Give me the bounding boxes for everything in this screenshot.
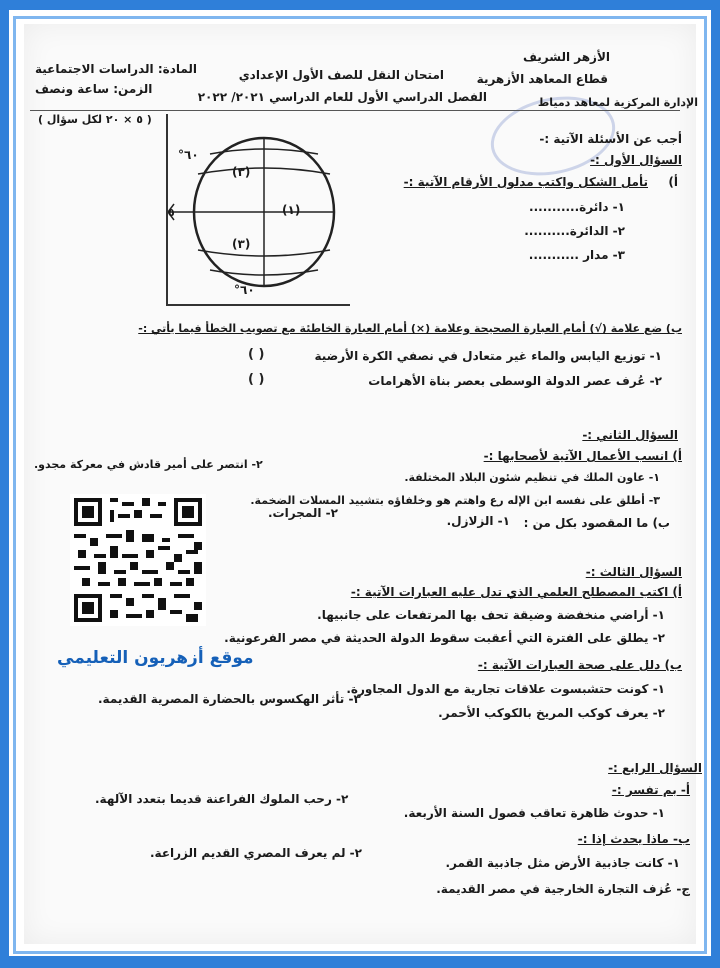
q4-title: السؤال الرابع :- [608, 761, 702, 775]
header-left-line1: المادة: الدراسات الاجتماعية [35, 62, 198, 76]
q2-a-text: أ) انسب الأعمال الآتية لأصحابها :- [483, 449, 682, 463]
qr-code-svg [70, 494, 206, 626]
q1-b-answer-1[interactable]: ( ) [248, 347, 265, 362]
q2-a-item-1: ١- عاون الملك في تنظيم شئون البلاد المختلفة. [404, 471, 660, 484]
q3-a-item-1: ١- أراضي منخفضة وضيقة تحف بها المرتفعات على جانبيها. [317, 608, 665, 622]
q1-b-item-2: ٢- عُرف عصر الدولة الوسطى بعصر بناة الأهرامات [368, 374, 662, 388]
q3-b-item-2: ٢- يعرف كوكب المريخ بالكوكب الأحمر. [438, 706, 665, 720]
q3-b-item-1: ١- كونت حتشبسوت علاقات تجارية مع الدول المجاورة. [346, 682, 665, 696]
globe-label-60-bottom: ٦٠° [234, 283, 255, 297]
q1-item-1: ١- دائرة........... [529, 200, 625, 214]
q2-b-text: ب) ما المقصود بكل من : [523, 516, 670, 530]
q1-b-text: ب) ضع علامة (√) أمام العبارة الصحيحة وعلامة (×) أمام العبارة الخاطئة مع تصويب الخطأ فيما يأتي :- [138, 322, 682, 335]
q3-title: السؤال الثالث :- [585, 565, 682, 579]
globe-label-1: (١) [282, 203, 301, 217]
q1-a-label: أ) [668, 175, 678, 189]
q2-title: السؤال الثاني :- [582, 428, 678, 442]
globe-figure [166, 114, 350, 306]
q4-a-item-1: ١- حدوث ظاهرة تعاقب فصول السنة الأربعة. [403, 806, 665, 820]
q4-b-item-1: ١- كانت جاذبية الأرض مثل جاذبية القمر. [445, 856, 680, 870]
instructions: أجب عن الأسئلة الآتية :- [539, 132, 682, 146]
globe-label-3-top: (٣) [232, 165, 251, 179]
globe-label-side: ٥ [168, 206, 175, 219]
header-right-line3: الإدارة المركزية لمعاهد دمياط [537, 96, 698, 109]
q3-a-item-2: ٢- يطلق على الفترة التي أعقبت سقوط الدولة الحديثة في مصر الفرعونية. [224, 631, 665, 645]
q1-b-answer-2[interactable]: ( ) [248, 372, 265, 387]
q2-a-item-2: ٢- انتصر على أمير قادش في معركة مجدو. [34, 458, 263, 471]
q3-a-text: أ) اكتب المصطلح العلمي الذي تدل عليه العبارات الآتية :- [350, 585, 682, 599]
q1-item-3: ٣- مدار ........... [528, 248, 625, 262]
q2-a-item-3: ٣- أطلق على نفسه ابن الإله رع واهتم هو وخلفاؤه بتشييد المسلات الضخمة. [250, 494, 660, 507]
q2-b-item-1: ١- الزلازل. [446, 514, 510, 528]
marks-note: ( ٥ × ٢٠ لكل سؤال ) [38, 113, 152, 126]
site-watermark: موقع أزهريون التعليمي [57, 648, 254, 668]
globe-svg [168, 114, 350, 304]
q4-a-item-2: ٢- رحب الملوك الفراعنة قديما بتعدد الآلهة. [95, 792, 349, 806]
q4-a-text: أ- بم تفسر :- [611, 783, 690, 797]
q3-b-text: ب) دلل على صحة العبارات الآتية :- [477, 658, 682, 672]
q1-title: السؤال الأول :- [590, 153, 682, 167]
qr-code[interactable] [70, 494, 206, 626]
q4-b-text: ب- ماذا يحدث إذا :- [577, 832, 690, 846]
q3-b-item-3: ٣- تأثر الهكسوس بالحضارة المصرية القديمة. [98, 692, 361, 706]
header-divider [30, 110, 680, 111]
q2-b-item-2: ٢- المجرات. [268, 506, 338, 520]
header-left-line2: الزمن: ساعة ونصف [35, 82, 153, 96]
header-center-line2: الفصل الدراسي الأول للعام الدراسي ٢٠٢١/ ٢٠٢٢ [197, 90, 487, 104]
header-right-line1: الأزهر الشريف [522, 50, 610, 64]
q4-b-item-2: ٢- لم يعرف المصري القديم الزراعة. [150, 846, 362, 860]
header-right-line2: قطاع المعاهد الأزهرية [476, 72, 608, 86]
header-center-line1: امتحان النقل للصف الأول الإعدادي [238, 68, 444, 82]
q1-a-text: تأمل الشكل واكتب مدلول الأرقام الآتية :- [403, 175, 648, 189]
q4-c-text: ج- عُزف التجارة الخارجية في مصر القديمة. [436, 882, 690, 896]
globe-label-3-bottom: (٣) [232, 237, 251, 251]
globe-label-60-top: ٦٠° [178, 148, 199, 162]
q1-item-2: ٢- الدائرة.......... [524, 224, 625, 238]
q1-b-item-1: ١- توزيع اليابس والماء غير متعادل في نصفي الكرة الأرضية [314, 349, 662, 363]
